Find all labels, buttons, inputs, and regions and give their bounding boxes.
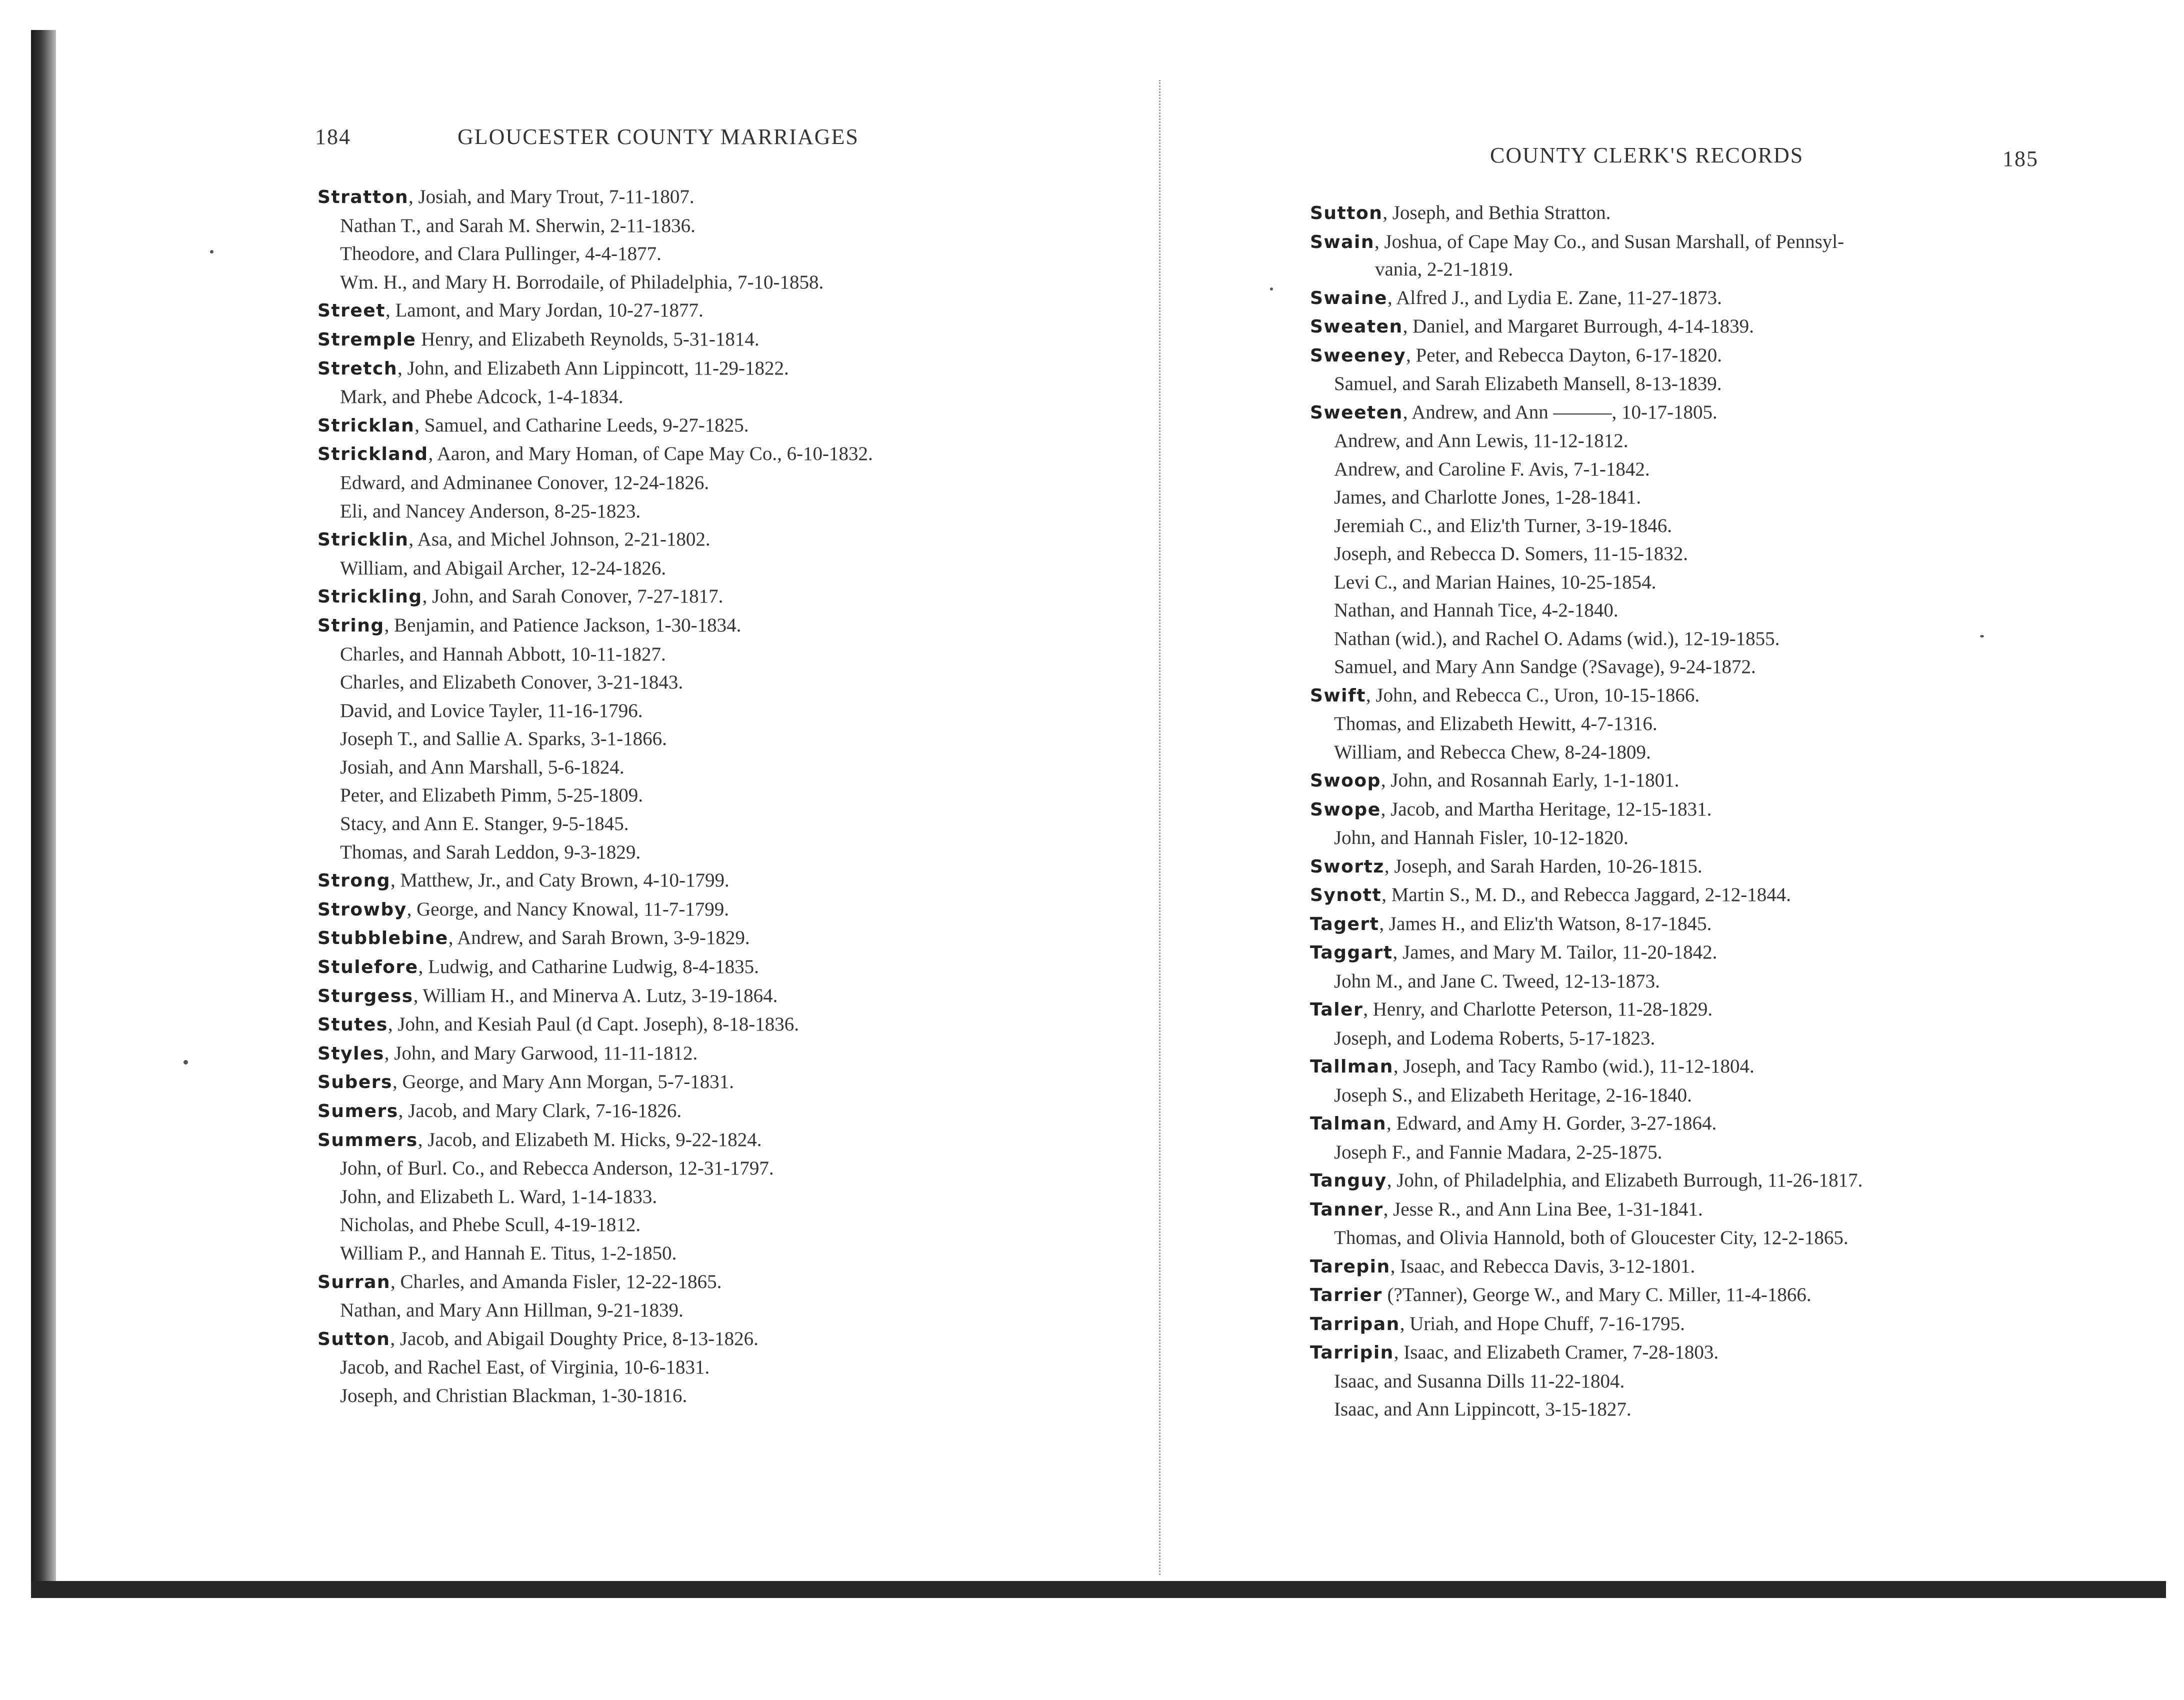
surname-entry — [280, 982, 1100, 1011]
entry-text: , Lamont, and Mary Jordan, 10-27-1877. — [385, 300, 704, 322]
entry-surname: Swain — [1310, 232, 1374, 252]
surname-entry — [1290, 199, 2080, 228]
sub-entry — [280, 554, 1100, 583]
entry-text: , Peter, and Rebecca Dayton, 6-17-1820. — [1406, 344, 1722, 366]
entry-text: William P., and Hannah E. Titus, 1-2-1850. — [340, 1242, 677, 1264]
entry-text: Nathan, and Mary Ann Hillman, 9-21-1839. — [340, 1300, 684, 1322]
entry-text: , Joseph, and Sarah Harden, 10-26-1815. — [1384, 855, 1702, 877]
sub-entry — [280, 498, 1100, 526]
entry-text: Isaac, and Susanna Dills 11-22-1804. — [1334, 1370, 1625, 1392]
surname-entry — [280, 866, 1100, 896]
entry-surname: Stricklin — [318, 530, 409, 550]
surname-entry — [1290, 1281, 2080, 1310]
entry-text: Thomas, and Olivia Hannold, both of Gloucester City, 12-2-1865. — [1334, 1227, 1848, 1248]
entry-text: William, and Rebecca Chew, 8-24-1809. — [1334, 741, 1651, 763]
sub-entry — [1290, 1024, 2080, 1053]
entry-text: Joseph S., and Elizabeth Heritage, 2-16-1840. — [1334, 1084, 1692, 1106]
entry-surname: Stratton — [318, 187, 408, 208]
entry-text: , Samuel, and Catharine Leeds, 9-27-1825. — [414, 414, 749, 436]
entry-text: Joseph, and Rebecca D. Somers, 11-15-1832. — [1334, 543, 1688, 564]
entry-text: , Henry, and Charlotte Peterson, 11-28-1829. — [1363, 998, 1713, 1020]
sub-entry — [280, 668, 1100, 697]
entry-surname: Taggart — [1310, 942, 1393, 963]
entry-text: Andrew, and Ann Lewis, 11-12-1812. — [1334, 430, 1628, 452]
entry-surname: Swope — [1310, 799, 1381, 820]
scan-speck — [1270, 288, 1273, 290]
entry-text: , Jacob, and Elizabeth M. Hicks, 9-22-1824. — [418, 1128, 762, 1150]
sub-entry — [280, 212, 1100, 240]
entry-text: Joseph F., and Fannie Madara, 2-25-1875. — [1334, 1141, 1662, 1163]
entry-text: vania, 2-21-1819. — [1375, 258, 1514, 280]
entry-text: John M., and Jane C. Tweed, 12-13-1873. — [1334, 970, 1660, 992]
sub-entry — [1290, 456, 2080, 484]
entry-text: Peter, and Elizabeth Pimm, 5-25-1809. — [340, 784, 644, 806]
entry-continuation — [1290, 256, 2080, 284]
sub-entry — [1290, 1224, 2080, 1252]
entry-text: John, and Elizabeth L. Ward, 1-14-1833. — [340, 1186, 658, 1208]
entry-surname: Tanner — [1310, 1199, 1384, 1220]
entry-text: , James H., and Eliz'th Watson, 8-17-1845. — [1379, 912, 1712, 934]
entry-surname: Tarripin — [1310, 1342, 1394, 1363]
entry-surname: Sutton — [1310, 203, 1383, 224]
entry-text: , Matthew, Jr., and Caty Brown, 4-10-1799. — [390, 870, 730, 892]
running-title: COUNTY CLERK'S RECORDS — [1490, 143, 1804, 168]
sub-entry — [1290, 370, 2080, 398]
sub-entry — [280, 640, 1100, 669]
entry-text: , Isaac, and Elizabeth Cramer, 7-28-1803. — [1394, 1342, 1719, 1363]
sub-entry — [280, 754, 1100, 782]
page-binding-shadow — [31, 30, 56, 1585]
sub-entry — [280, 383, 1100, 412]
right-page — [1290, 0, 2080, 1565]
left-page — [280, 0, 1100, 1565]
entry-text: Eli, and Nancey Anderson, 8-25-1823. — [340, 500, 641, 522]
surname-entry — [1290, 228, 2080, 257]
surname-entry — [1290, 342, 2080, 370]
entry-text: , Uriah, and Hope Chuff, 7-16-1795. — [1400, 1312, 1685, 1334]
sub-entry — [1290, 1368, 2080, 1396]
surname-entry — [280, 412, 1100, 440]
entry-surname: Strong — [318, 870, 391, 892]
entry-surname: Tagert — [1310, 914, 1380, 934]
entry-surname: Sweaten — [1310, 316, 1403, 337]
entry-text: (?Tanner), George W., and Mary C. Miller, 11-4-1866. — [1382, 1284, 1812, 1306]
sub-entry — [280, 1296, 1100, 1325]
surname-entry — [1290, 766, 2080, 796]
entry-text: , Edward, and Amy H. Gorder, 3-27-1864. — [1386, 1112, 1717, 1134]
entry-surname: Sweeney — [1310, 345, 1406, 366]
sub-entry — [1290, 1082, 2080, 1110]
entry-surname: Stremple — [318, 329, 416, 350]
entry-surname: Taler — [1310, 1000, 1364, 1020]
entry-surname: Surran — [318, 1272, 390, 1292]
surname-entry — [1290, 682, 2080, 710]
entry-surname: Summers — [318, 1130, 418, 1150]
surname-entry — [1290, 996, 2080, 1024]
surname-entry — [280, 526, 1100, 554]
entry-text: Nathan T., and Sarah M. Sherwin, 2-11-1836. — [340, 214, 696, 236]
entry-text: , Aaron, and Mary Homan, of Cape May Co., 6-10-1832. — [428, 443, 873, 465]
entry-text: , John, and Kesiah Paul (d Capt. Joseph), 8-18-1836. — [388, 1014, 799, 1036]
entry-text: Andrew, and Caroline F. Avis, 7-1-1842. — [1334, 458, 1650, 480]
entry-text: William, and Abigail Archer, 12-24-1826. — [340, 557, 666, 579]
sub-entry — [1290, 427, 2080, 456]
entry-text: , Jesse R., and Ann Lina Bee, 1-31-1841. — [1383, 1198, 1703, 1220]
entry-surname: Sutton — [318, 1328, 390, 1350]
entry-text: Wm. H., and Mary H. Borrodaile, of Philadelphia, 7-10-1858. — [340, 271, 824, 293]
scan-speck — [1980, 635, 1984, 638]
sub-entry — [1290, 968, 2080, 996]
entry-surname: Strickling — [318, 586, 422, 608]
surname-entry — [280, 354, 1100, 384]
entry-surname: Talman — [1310, 1114, 1386, 1134]
entry-surname: String — [318, 615, 384, 636]
scan-bottom-edge — [31, 1581, 2166, 1598]
entry-list — [280, 183, 1100, 1410]
entry-surname: Swift — [1310, 685, 1366, 706]
entry-text: Nicholas, and Phebe Scull, 4-19-1812. — [340, 1214, 641, 1236]
entry-text: Jeremiah C., and Eliz'th Turner, 3-19-1846. — [1334, 514, 1672, 536]
entry-text: Theodore, and Clara Pullinger, 4-4-1877. — [340, 243, 662, 265]
surname-entry — [1290, 1052, 2080, 1082]
entry-text: Isaac, and Ann Lippincott, 3-15-1827. — [1334, 1398, 1632, 1420]
entry-surname: Sweeten — [1310, 402, 1403, 423]
surname-entry — [280, 1097, 1100, 1126]
surname-entry — [1290, 881, 2080, 910]
entry-text: David, and Lovice Tayler, 11-16-1796. — [340, 700, 643, 722]
entry-text: , Jacob, and Mary Clark, 7-16-1826. — [398, 1100, 682, 1122]
entry-text: , Andrew, and Ann ———, 10-17-1805. — [1402, 401, 1718, 423]
entry-surname: Tarrier — [1310, 1285, 1382, 1306]
sub-entry — [1290, 625, 2080, 654]
entry-text: , George, and Mary Ann Morgan, 5-7-1831. — [392, 1071, 734, 1093]
sub-entry — [280, 240, 1100, 268]
entry-text: Joseph T., and Sallie A. Sparks, 3-1-1866. — [340, 728, 667, 750]
entry-text: Levi C., and Marian Haines, 10-25-1854. — [1334, 571, 1656, 593]
entry-surname: Swortz — [1310, 856, 1384, 877]
entry-text: Thomas, and Elizabeth Hewitt, 4-7-1316. — [1334, 713, 1658, 734]
entry-text: James, and Charlotte Jones, 1-28-1841. — [1334, 486, 1642, 508]
surname-entry — [1290, 1338, 2080, 1368]
entry-text: , John, and Mary Garwood, 11-11-1812. — [384, 1042, 698, 1064]
sub-entry — [1290, 824, 2080, 852]
scan-speck — [184, 1060, 188, 1064]
entry-text: , John, and Sarah Conover, 7-27-1817. — [422, 586, 724, 608]
entry-surname: Street — [318, 300, 386, 322]
entry-text: Nathan (wid.), and Rachel O. Adams (wid.), 12-19-1855. — [1334, 628, 1780, 650]
entry-text: , Jacob, and Abigail Doughty Price, 8-13-1826. — [390, 1328, 758, 1350]
entry-surname: Strowby — [318, 899, 407, 920]
entry-text: , Joseph, and Bethia Stratton. — [1382, 202, 1611, 224]
entry-text: , Joseph, and Tacy Rambo (wid.), 11-12-1804. — [1393, 1056, 1754, 1077]
surname-entry — [1290, 398, 2080, 428]
entry-text: , Martin S., M. D., and Rebecca Jaggard, 2-12-1844. — [1382, 884, 1791, 906]
entry-surname: Tarripan — [1310, 1314, 1400, 1334]
surname-entry — [280, 612, 1100, 640]
entry-text: Samuel, and Sarah Elizabeth Mansell, 8-13-1839. — [1334, 373, 1722, 394]
entry-text: , George, and Nancy Knowal, 11-7-1799. — [406, 898, 730, 920]
surname-entry — [1290, 796, 2080, 824]
surname-entry — [1290, 1196, 2080, 1224]
sub-entry — [280, 810, 1100, 838]
entry-text: , Joshua, of Cape May Co., and Susan Marshall, of Pennsyl- — [1374, 230, 1844, 252]
entry-surname: Strickland — [318, 444, 428, 465]
sub-entry — [1290, 653, 2080, 682]
surname-entry — [280, 924, 1100, 953]
sub-entry — [280, 1354, 1100, 1382]
entry-surname: Swaine — [1310, 288, 1388, 308]
sub-entry — [1290, 512, 2080, 540]
sub-entry — [280, 725, 1100, 754]
surname-entry — [1290, 1166, 2080, 1196]
entry-text: , Benjamin, and Patience Jackson, 1-30-1834. — [384, 614, 742, 636]
surname-entry — [280, 1040, 1100, 1068]
sub-entry — [1290, 1396, 2080, 1424]
entry-text: , Charles, and Amanda Fisler, 12-22-1865. — [390, 1270, 722, 1292]
entry-surname: Stulefore — [318, 957, 418, 978]
sub-entry — [280, 469, 1100, 498]
entry-text: , Josiah, and Mary Trout, 7-11-1807. — [408, 186, 694, 208]
page-number: 185 — [2002, 146, 2038, 171]
surname-entry — [280, 1126, 1100, 1155]
surname-entry — [280, 1010, 1100, 1040]
entry-text: Joseph, and Christian Blackman, 1-30-1816. — [340, 1384, 688, 1406]
surname-entry — [1290, 938, 2080, 968]
entry-text: , Jacob, and Martha Heritage, 12-15-1831. — [1380, 798, 1712, 820]
entry-text: , Asa, and Michel Johnson, 2-21-1802. — [408, 528, 710, 550]
entry-text: Charles, and Hannah Abbott, 10-11-1827. — [340, 643, 666, 665]
entry-surname: Sturgess — [318, 986, 414, 1006]
sub-entry — [1290, 596, 2080, 625]
entry-surname: Tanguy — [1310, 1170, 1387, 1191]
surname-entry — [1290, 1110, 2080, 1138]
surname-entry — [1290, 312, 2080, 342]
entry-text: Jacob, and Rachel East, of Virginia, 10-6-1831. — [340, 1356, 710, 1378]
entry-text: Edward, and Adminanee Conover, 12-24-1826. — [340, 472, 710, 494]
entry-list — [1290, 199, 2080, 1424]
surname-entry — [280, 1325, 1100, 1354]
sub-entry — [280, 1183, 1100, 1212]
entry-surname: Tallman — [1310, 1056, 1394, 1077]
surname-entry — [280, 896, 1100, 924]
entry-text: , Daniel, and Margaret Burrough, 4-14-1839. — [1402, 316, 1754, 337]
entry-text: , Ludwig, and Catharine Ludwig, 8-4-1835. — [418, 956, 759, 978]
entry-text: Joseph, and Lodema Roberts, 5-17-1823. — [1334, 1027, 1656, 1049]
entry-text: , Alfred J., and Lydia E. Zane, 11-27-1873. — [1387, 286, 1722, 308]
sub-entry — [1290, 568, 2080, 597]
sub-entry — [280, 697, 1100, 726]
sub-entry — [1290, 484, 2080, 512]
sub-entry — [280, 1240, 1100, 1268]
surname-entry — [280, 296, 1100, 326]
entry-text: Thomas, and Sarah Leddon, 9-3-1829. — [340, 841, 641, 863]
entry-text: John, of Burl. Co., and Rebecca Anderson, 12-31-1797. — [340, 1158, 774, 1180]
surname-entry — [1290, 1252, 2080, 1282]
entry-surname: Stutes — [318, 1014, 388, 1036]
surname-entry — [280, 326, 1100, 354]
entry-text: , John, and Rosannah Early, 1-1-1801. — [1380, 770, 1680, 791]
surname-entry — [280, 582, 1100, 612]
entry-text: , John, and Rebecca C., Uron, 10-15-1866. — [1366, 684, 1700, 706]
entry-surname: Subers — [318, 1072, 392, 1093]
entry-text: , Isaac, and Rebecca Davis, 3-12-1801. — [1390, 1255, 1696, 1277]
surname-entry — [280, 1068, 1100, 1097]
entry-surname: Swoop — [1310, 770, 1381, 791]
entry-text: Mark, and Phebe Adcock, 1-4-1834. — [340, 386, 624, 408]
sub-entry — [280, 1382, 1100, 1410]
surname-entry — [1290, 284, 2080, 313]
sub-entry — [1290, 1138, 2080, 1167]
entry-text: , James, and Mary M. Tailor, 11-20-1842. — [1392, 942, 1718, 963]
sub-entry — [280, 838, 1100, 867]
sub-entry — [1290, 738, 2080, 767]
entry-surname: Sumers — [318, 1101, 398, 1122]
sub-entry — [1290, 540, 2080, 568]
surname-entry — [280, 953, 1100, 982]
sub-entry — [280, 782, 1100, 810]
entry-surname: Synott — [1310, 885, 1382, 906]
entry-surname: Styles — [318, 1043, 384, 1064]
entry-text: Henry, and Elizabeth Reynolds, 5-31-1814. — [416, 328, 760, 350]
entry-text: , Andrew, and Sarah Brown, 3-9-1829. — [448, 927, 750, 949]
entry-surname: Tarepin — [1310, 1256, 1390, 1277]
entry-text: Samuel, and Mary Ann Sandge (?Savage), 9-24-1872. — [1334, 656, 1756, 678]
entry-text: Stacy, and Ann E. Stanger, 9-5-1845. — [340, 813, 629, 835]
sub-entry — [1290, 710, 2080, 738]
surname-entry — [280, 1268, 1100, 1297]
entry-text: , John, of Philadelphia, and Elizabeth Burrough, 11-26-1817. — [1386, 1170, 1863, 1191]
entry-text: John, and Hannah Fisler, 10-12-1820. — [1334, 827, 1628, 848]
entry-text: Charles, and Elizabeth Conover, 3-21-1843. — [340, 672, 684, 694]
entry-surname: Stricklan — [318, 415, 415, 436]
surname-entry — [1290, 852, 2080, 882]
sub-entry — [280, 1154, 1100, 1183]
entry-surname: Stubblebine — [318, 928, 448, 949]
running-title: GLOUCESTER COUNTY MARRIAGES — [458, 124, 859, 149]
entry-text: , John, and Elizabeth Ann Lippincott, 11-29-1822. — [397, 357, 789, 379]
entry-surname: Stretch — [318, 358, 398, 379]
sub-entry — [280, 268, 1100, 297]
entry-text: , William H., and Minerva A. Lutz, 3-19-1864. — [413, 984, 778, 1006]
scan-speck — [210, 250, 214, 254]
surname-entry — [1290, 910, 2080, 939]
book-gutter — [1159, 80, 1164, 1575]
surname-entry — [280, 183, 1100, 212]
entry-text: Josiah, and Ann Marshall, 5-6-1824. — [340, 756, 624, 778]
surname-entry — [1290, 1310, 2080, 1339]
page-number: 184 — [315, 124, 351, 149]
surname-entry — [280, 440, 1100, 469]
entry-text: Nathan, and Hannah Tice, 4-2-1840. — [1334, 600, 1618, 621]
sub-entry — [280, 1211, 1100, 1240]
